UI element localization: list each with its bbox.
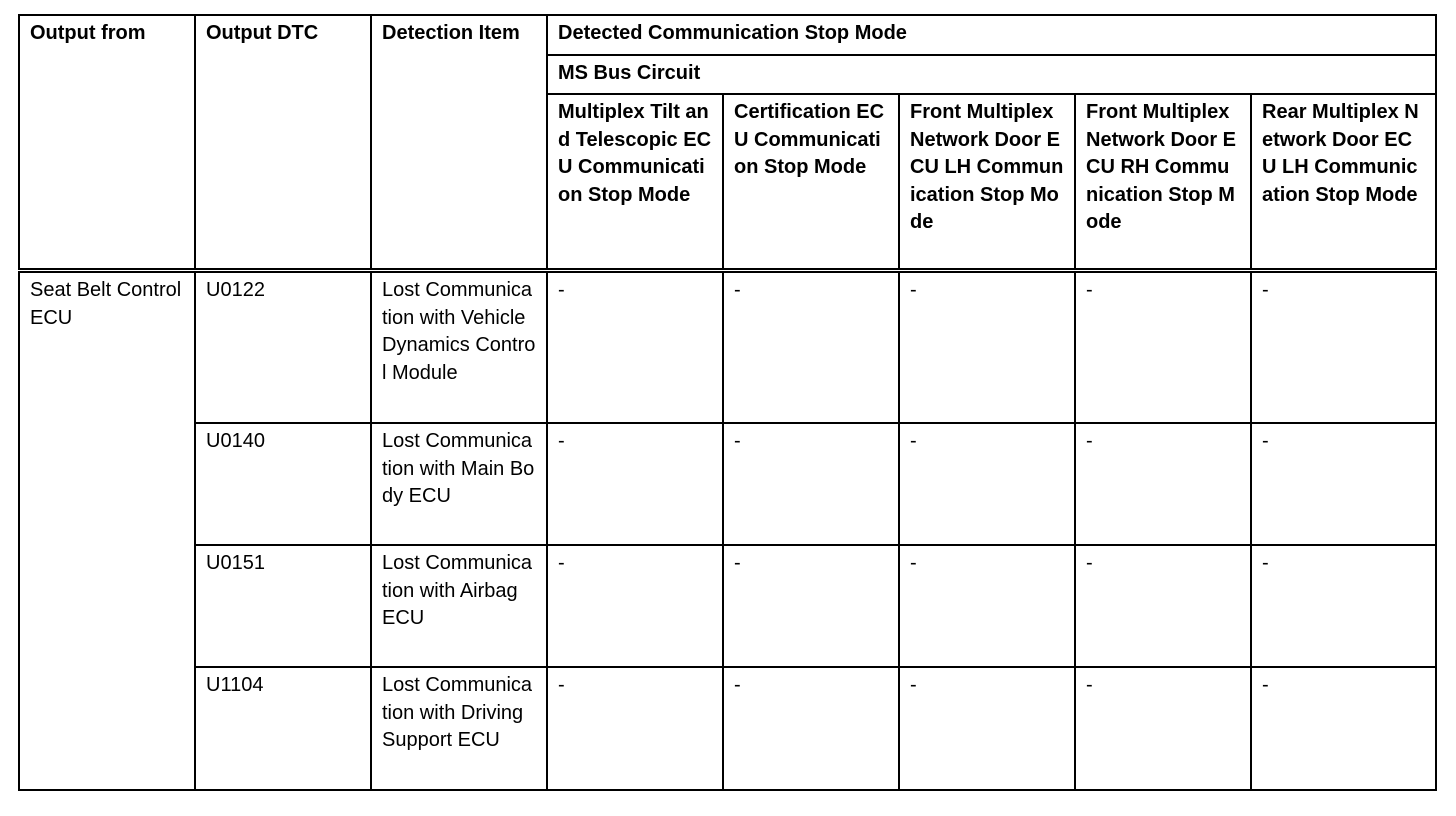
header-mode-tilt-telescopic-ecu: Multiplex Tilt and Telescopic ECU Communication Stop Mode: [547, 94, 723, 271]
cell-mode-value: -: [899, 667, 1075, 790]
cell-mode-value: -: [723, 545, 899, 667]
cell-mode-value: -: [1251, 271, 1436, 424]
cell-mode-value: -: [723, 271, 899, 424]
header-mode-rear-door-ecu-lh: Rear Multiplex Network Door ECU LH Communication Stop Mode: [1251, 94, 1436, 271]
cell-mode-value: -: [1251, 667, 1436, 790]
cell-detection-item: Lost Communication with Driving Support ECU: [371, 667, 547, 790]
cell-mode-value: -: [899, 271, 1075, 424]
cell-detection-item: Lost Communication with Vehicle Dynamics Control Module: [371, 271, 547, 424]
cell-mode-value: -: [547, 423, 723, 545]
header-mode-certification-ecu: Certification ECU Communication Stop Mode: [723, 94, 899, 271]
table-row: [19, 271, 1436, 424]
header-detection-item: Detection Item: [371, 15, 547, 271]
cell-mode-value: -: [899, 545, 1075, 667]
header-output-dtc: Output DTC: [195, 15, 371, 271]
cell-detection-item: Lost Communication with Main Body ECU: [371, 423, 547, 545]
header-ms-bus-circuit: MS Bus Circuit: [547, 55, 1436, 95]
header-mode-front-door-ecu-lh: Front Multiplex Network Door ECU LH Communication Stop Mode: [899, 94, 1075, 271]
cell-dtc: U0140: [195, 423, 371, 545]
cell-mode-value: -: [899, 423, 1075, 545]
cell-dtc: U0151: [195, 545, 371, 667]
cell-mode-value: -: [547, 545, 723, 667]
table-row: [19, 545, 1436, 667]
header-detected-communication-stop-mode: Detected Communication Stop Mode: [547, 15, 1436, 55]
cell-mode-value: -: [547, 271, 723, 424]
dtc-table: [18, 14, 1437, 791]
cell-mode-value: -: [723, 423, 899, 545]
cell-mode-value: -: [1075, 423, 1251, 545]
cell-dtc: U0122: [195, 271, 371, 424]
cell-dtc: U1104: [195, 667, 371, 790]
cell-mode-value: -: [1075, 667, 1251, 790]
cell-mode-value: -: [1075, 545, 1251, 667]
cell-mode-value: -: [1251, 545, 1436, 667]
table-row: [19, 667, 1436, 790]
cell-mode-value: -: [723, 667, 899, 790]
header-mode-front-door-ecu-rh: Front Multiplex Network Door ECU RH Communication Stop Mode: [1075, 94, 1251, 271]
cell-output-from: Seat Belt Control ECU: [19, 271, 195, 791]
table-row: [19, 423, 1436, 545]
cell-mode-value: -: [1075, 271, 1251, 424]
cell-mode-value: -: [1251, 423, 1436, 545]
header-output-from: Output from: [19, 15, 195, 271]
cell-detection-item: Lost Communication with Airbag ECU: [371, 545, 547, 667]
cell-mode-value: -: [547, 667, 723, 790]
